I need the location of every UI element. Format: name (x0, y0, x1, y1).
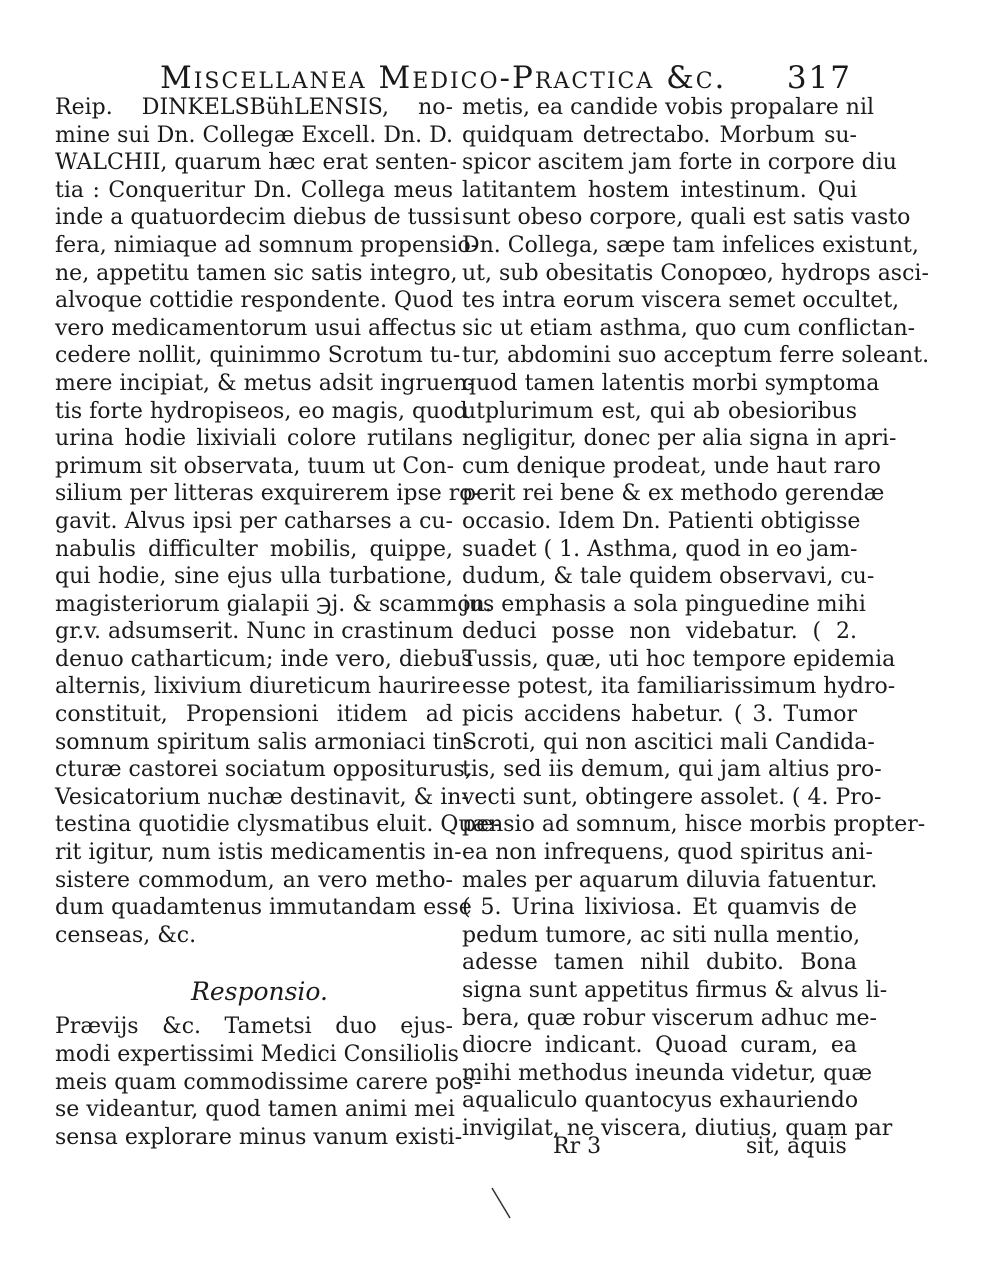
text-line: tur, abdomini suo acceptum ferre soleant. (462, 343, 930, 369)
text-line: picis accidens habetur. ( 3. Tumor (462, 702, 857, 728)
text-line: Reip. DINKELSBühLENSIS, no- (55, 95, 453, 120)
right-column (462, 94, 930, 1143)
text-line: invigilat, ne viscera, diutius, quam par (462, 1115, 893, 1141)
text-line: mine sui Dn. Collegæ Excell. Dn. D. (55, 122, 453, 148)
text-line: pedum tumore, ac siti nulla mentio, (462, 922, 861, 948)
text-line: sunt obeso corpore, quali est satis vasto (462, 205, 911, 231)
text-line: dudum, & tale quidem observavi, cu- (462, 564, 875, 590)
text-line: modi expertissimi Medici Consiliolis (55, 1042, 459, 1067)
text-line: somnum spiritum salis armoniaci tin- (55, 729, 471, 755)
signature-mark: Rr 3 (553, 1134, 602, 1159)
text-line: esse potest, ita familiarissimum hydro- (462, 674, 896, 700)
page-footer (0, 1134, 1000, 1164)
text-line: Vesicatorium nuchæ destinavit, & in- (55, 784, 469, 810)
text-line: qui hodie, sine ejus ulla turbatione, (55, 564, 453, 590)
text-line: aqualiculo quantocyus exhauriendo (462, 1088, 859, 1114)
text-line: primum sit observata, tuum ut Con- (55, 453, 455, 479)
text-line: silium per litteras exquirerem ipse ro- (55, 481, 480, 507)
text-line: fera, nimiaque ad somnum propensio- (55, 232, 479, 258)
text-line: inde a quatuordecim diebus de tussi (55, 205, 461, 231)
text-line: rit igitur, num istis medicamentis in- (55, 840, 462, 866)
text-line: vecti sunt, obtingere assolet. ( 4. Pro- (462, 784, 882, 810)
text-line: cedere nollit, quinimmo Scrotum tu- (55, 343, 461, 369)
text-line: pensio ad somnum, hisce morbis propter- (462, 812, 926, 838)
text-line: vero medicamentorum usui affectus (55, 315, 457, 341)
text-line: alternis, lixivium diureticum haurire (55, 674, 461, 700)
text-line: nabulis difficulter mobilis, quippe, (55, 536, 453, 562)
text-line: dum quadamtenus immutandam esse (55, 895, 472, 921)
section-heading: Responsio. (191, 977, 328, 1007)
text-line: jus emphasis a sola pinguedine mihi (462, 591, 866, 617)
text-line: magisteriorum gialapii ℈j. & scammon. (55, 591, 492, 617)
text-line: ( 5. Urina lixiviosa. Et quamvis de (462, 895, 857, 921)
text-line: denuo catharticum; inde vero, diebus (55, 646, 473, 672)
text-line: Prævijs &c. Tametsi duo ejus- (55, 1014, 453, 1040)
text-line: mere incipiat, & metus adsit ingruen- (55, 370, 475, 396)
text-line: urina hodie lixiviali colore rutilans (55, 426, 453, 452)
text-line: gavit. Alvus ipsi per catharses a cu- (55, 508, 453, 534)
text-line: males per aquarum diluvia fatuentur. (462, 867, 878, 893)
running-title: Miscellanea Medico-Practica &c. (160, 60, 727, 96)
text-line: gr.v. adsumserit. Nunc in crastinum (55, 619, 454, 645)
text-line: sensa explorare minus vanum existi- (55, 1124, 463, 1150)
text-line: sic ut etiam asthma, quo cum conflictan- (462, 315, 916, 341)
text-line: utplurimum est, qui ab obesioribus (462, 398, 857, 424)
text-line: tis, sed iis demum, qui jam altius pro- (462, 757, 882, 783)
text-line: deduci posse non videbatur. ( 2. (462, 619, 857, 645)
text-line: adesse tamen nihil dubito. Bona (462, 950, 857, 976)
left-column (55, 94, 501, 1151)
stray-pen-mark (488, 1184, 518, 1224)
text-line: se videantur, quod tamen animi mei (55, 1097, 455, 1123)
text-line: constituit, Propensioni itidem ad (55, 702, 453, 728)
text-line: censeas, &c. (55, 922, 197, 948)
text-line: suadet ( 1. Asthma, quod in eo jam- (462, 536, 858, 562)
text-line: ne, appetitu tamen sic satis integro, (55, 260, 458, 286)
text-line: bera, quæ robur viscerum adhuc me- (462, 1005, 877, 1031)
text-line: Scroti, qui non ascitici mali Candida- (462, 729, 875, 755)
text-line: testina quotidie clysmatibus eluit. Quæ- (55, 812, 501, 838)
text-line: tes intra eorum viscera semet occultet, (462, 288, 900, 314)
page-number: 317 (786, 60, 852, 96)
text-line: sistere commodum, an vero metho- (55, 867, 453, 893)
text-line: metis, ea candide vobis propalare nil (462, 95, 875, 120)
text-line: meis quam commodissime carere pos- (55, 1069, 482, 1095)
text-line: Dn. Collega, sæpe tam infelices existunt, (462, 232, 919, 258)
text-line: WALCHII, quarum hæc erat senten- (55, 150, 457, 176)
catchword: sit, aquis (746, 1134, 847, 1159)
text-line: ut, sub obesitatis Conopœo, hydrops asci- (462, 260, 929, 286)
text-line: quidquam detrectabo. Morbum su- (462, 122, 857, 148)
text-line: negligitur, donec per alia signa in apri- (462, 426, 897, 452)
text-line: Tussis, quæ, uti hoc tempore epidemia (462, 646, 896, 672)
text-line: alvoque cottidie respondente. Quod (55, 288, 454, 314)
text-line: tia : Conqueritur Dn. Collega meus (55, 177, 453, 203)
text-line: ea non infrequens, quod spiritus ani- (462, 840, 873, 866)
text-line: mihi methodus ineunda videtur, quæ (462, 1060, 873, 1086)
text-line: tis forte hydropiseos, eo magis, quod (55, 398, 468, 424)
text-line: occasio. Idem Dn. Patienti obtigisse (462, 508, 861, 534)
text-line: spicor ascitem jam forte in corpore diu (462, 150, 897, 176)
text-line: quod tamen latentis morbi symptoma (462, 370, 880, 396)
text-line: diocre indicant. Quoad curam, ea (462, 1033, 857, 1059)
text-line: cturæ castorei sociatum oppositurus, (55, 757, 472, 783)
text-line: cum denique prodeat, unde haut raro (462, 453, 881, 479)
text-line: perit rei bene & ex methodo gerendæ (462, 481, 885, 507)
text-line: signa sunt appetitus firmus & alvus li- (462, 978, 888, 1003)
text-line: latitantem hostem intestinum. Qui (462, 177, 857, 203)
